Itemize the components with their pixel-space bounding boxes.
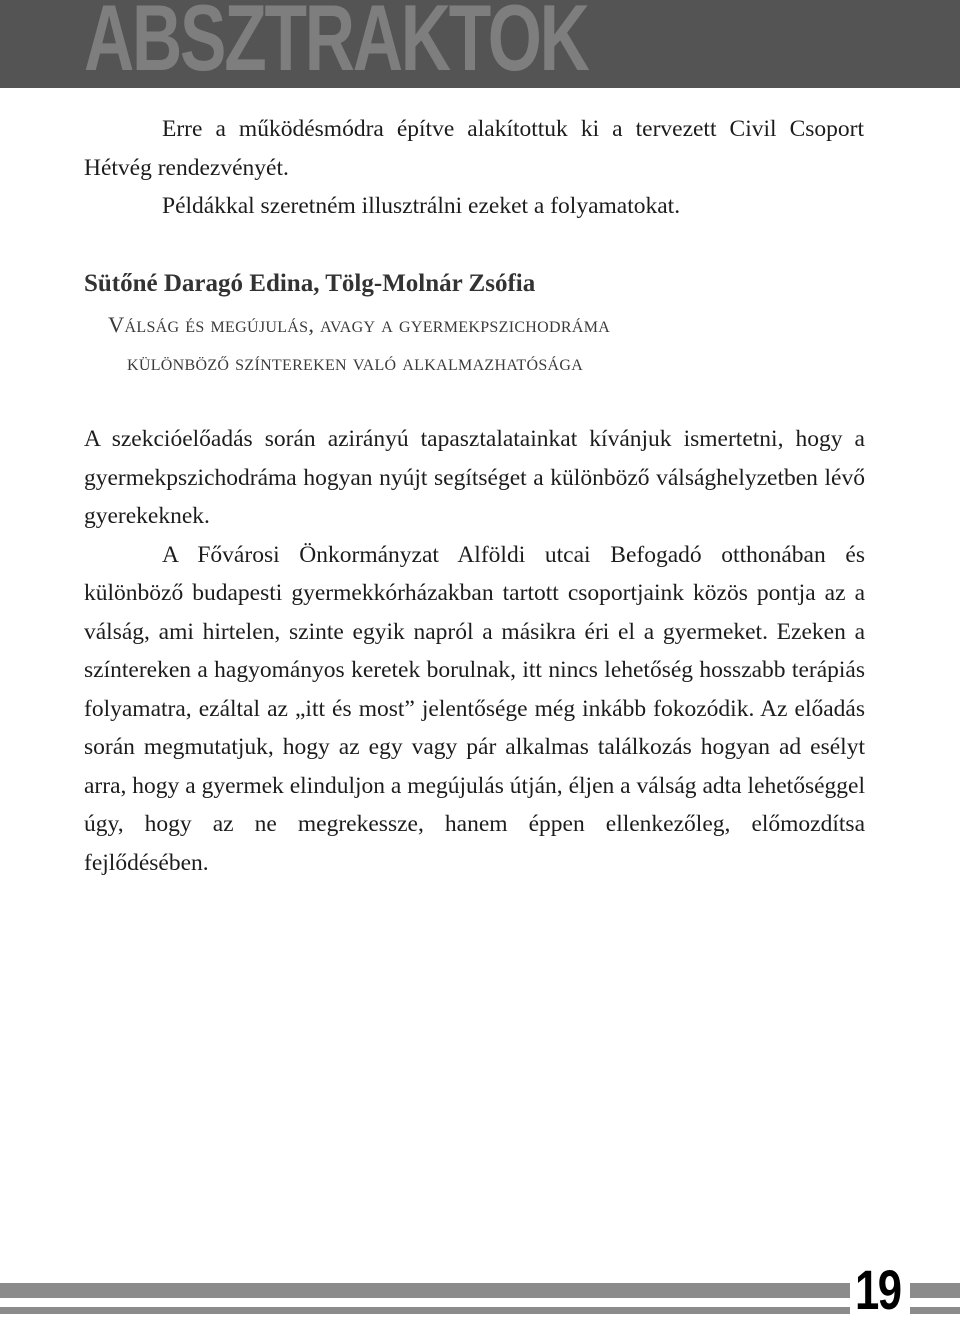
intro-paragraph: Példákkal szeretném illusztrálni ezeket a folyamatokat.: [162, 193, 681, 219]
footer-rule: [0, 1283, 960, 1298]
entry-title: [108, 306, 868, 382]
footer-rule: [0, 1307, 960, 1314]
abstract-paragraph: A Fővárosi Önkormányzat Alföldi utcai Befogadó otthonában és különböző budapesti gyermekkórházakban tartott csoportjaink közös pontja az a válság, ami hirtelen, szinte egyik napról a másikra éri el a gyermeket. Ezeken a színtereken a hagyományos keretek borulnak, itt nincs lehetőség hosszabb terápiás folyamatra, ezáltal az „itt és most” jelentősége még inkább fokozódik. Az előadás során megmutatjuk, hogy az egy vagy pár alkalmas találkozás hogyan ad esélyt arra, hogy a gyermek elinduljon a megújulás útján, éljen a válság adta lehetőséggel úgy, hogy az ne megrekessze, hanem éppen ellenkezőleg, előmozdítsa fejlődésében.: [84, 541, 865, 876]
header-band: [0, 0, 960, 88]
entry-title-line: különböző színtereken való alkalmazhatósága: [127, 350, 584, 375]
page-number: 19: [855, 1258, 901, 1321]
intro-paragraph: Erre a működésmódra építve alakítottuk ki a tervezett Civil Csoport Hétvég rendezvényét.: [84, 116, 864, 181]
entry-title-line: Válság és megújulás, avagy a gyermekpszichodráma: [108, 312, 611, 337]
abstract-paragraph: A szekcióelőadás során azirányú tapasztalatainkat kívánjuk ismertetni, hogy a gyermekpszichodráma hogyan nyújt segítséget a különböző válsághelyzetben lévő gyerekeknek.: [84, 426, 865, 529]
entry-authors: Sütőné Daragó Edina, Tölg-Molnár Zsófia: [84, 270, 536, 297]
intro-text: [84, 110, 864, 226]
abstract-text: [84, 420, 865, 882]
section-title: ABSZTRAKTOK: [84, 0, 588, 90]
